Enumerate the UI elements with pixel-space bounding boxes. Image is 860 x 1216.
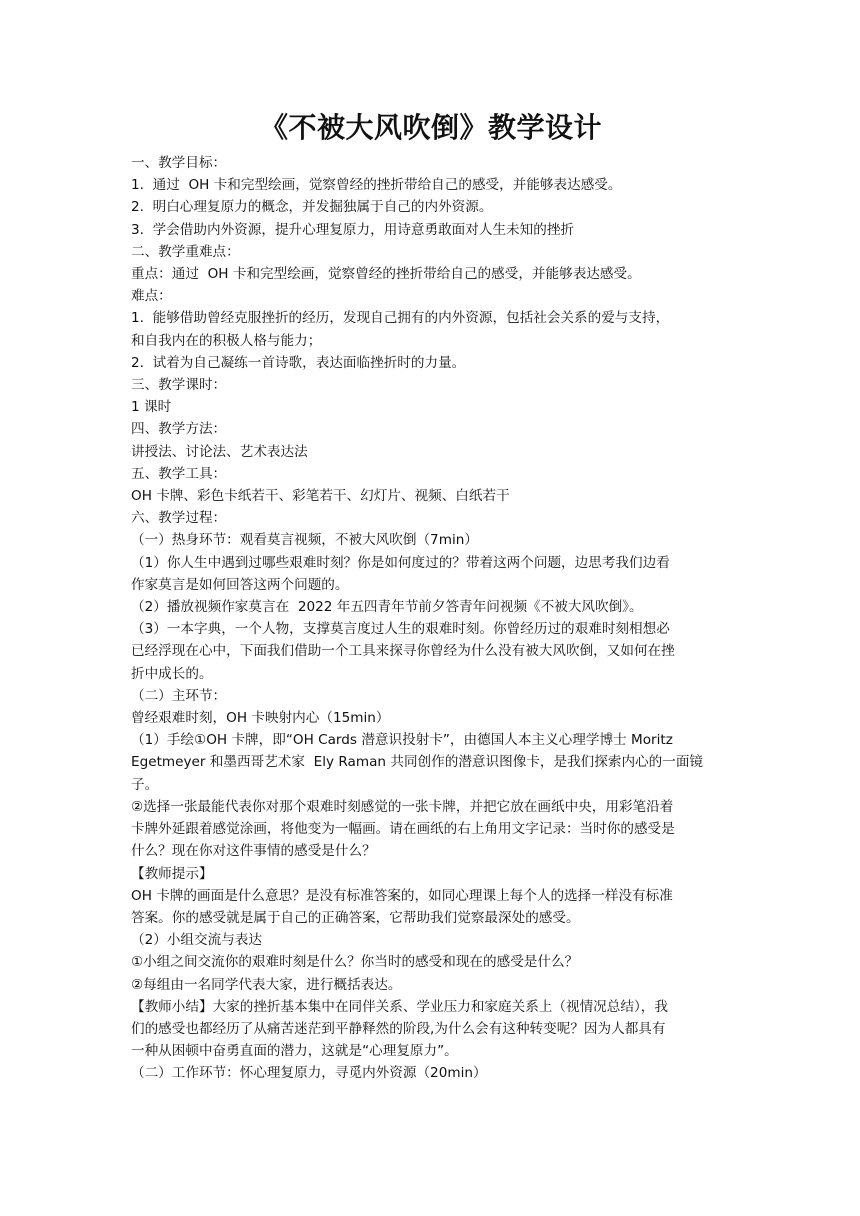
document-line: 一、教学目标： — [131, 155, 227, 171]
document-line: 已经浮现在心中，下面我们借助一个工具来探寻你曾经为什么没有被大风吹倒，又如何在挫 — [131, 643, 675, 660]
document-line: 讲授法、讨论法、艺术表达法 — [131, 443, 308, 460]
document-line: （一）热身环节：观看莫言视频，不被大风吹倒（7min） — [131, 532, 478, 549]
document-line: 六、教学过程： — [131, 510, 227, 527]
document-page — [131, 108, 731, 1085]
document-line: 卡牌外延跟着感觉涂画，将他变为一幅画。请在画纸的右上角用文字记录：当时你的感受是 — [131, 821, 675, 838]
document-line: 1. 通过 OH 卡和完型绘画，觉察曾经的挫折带给自己的感受，并能够表达感受。 — [131, 177, 622, 194]
document-line: 子。 — [131, 776, 159, 793]
document-line: Egetmeyer 和墨西哥艺术家 Ely Raman 共同创作的潜意识图像卡，是我们探索内心的一面镜 — [131, 754, 704, 771]
document-line: 五、教学工具： — [131, 465, 227, 482]
document-line: 2. 试着为自己凝练一首诗歌，表达面临挫折时的力量。 — [131, 354, 466, 371]
document-line: （2）播放视频作家莫言在 2022 年五四青年节前夕答青年问视频《不被大风吹倒》。 — [131, 599, 643, 616]
document-line: ①小组之间交流你的艰难时刻是什么？你当时的感受和现在的感受是什么？ — [131, 954, 579, 971]
document-line: 二、教学重难点： — [131, 243, 240, 260]
document-line: 折中成长的。 — [131, 665, 213, 682]
document-line: 1 课时 — [131, 399, 172, 416]
document-line: （二）主环节： — [131, 687, 227, 704]
document-line: 3. 学会借助内外资源，提升心理复原力，用诗意勇敢面对人生未知的挫折 — [131, 221, 575, 238]
document-line: （1）你人生中遇到过哪些艰难时刻？你是如何度过的？带着这两个问题，边思考我们边看 — [131, 554, 670, 571]
document-line: 1. 能够借助曾经克服挫折的经历，发现自己拥有的内外资源，包括社会关系的爱与支持， — [131, 310, 670, 327]
document-line: ②每组由一名同学代表大家，进行概括表达。 — [131, 976, 402, 993]
document-line: 什么？现在你对这件事情的感受是什么？ — [131, 843, 376, 860]
document-line: （二）工作环节：怀心理复原力，寻觅内外资源（20min） — [131, 1065, 487, 1082]
document-line: 2. 明白心理复原力的概念，并发掘独属于自己的内外资源。 — [131, 199, 493, 216]
document-line: （2）小组交流与表达 — [131, 932, 262, 949]
document-line: 们的感受也都经历了从痛苦迷茫到平静释然的阶段,为什么会有这种转变呢？因为人都具有 — [131, 1020, 666, 1037]
document-line: 四、教学方法： — [131, 421, 227, 438]
document-line: 三、教学课时： — [131, 377, 227, 394]
document-line: 一种从困顿中奋勇直面的潜力，这就是“心理复原力”。 — [131, 1043, 458, 1060]
document-line: 作家莫言是如何回答这两个问题的。 — [131, 576, 349, 593]
document-line: OH 卡牌的画面是什么意思？是没有标准答案的，如同心理课上每个人的选择一样没有标准 — [131, 887, 673, 904]
document-line: OH 卡牌、彩色卡纸若干、彩笔若干、幻灯片、视频、白纸若干 — [131, 488, 510, 505]
document-line: 和自我内在的积极人格与能力； — [131, 332, 322, 349]
document-line: 难点： — [131, 288, 172, 305]
document-line: 答案。你的感受就是属于自己的正确答案，它帮助我们觉察最深处的感受。 — [131, 909, 580, 926]
document-body — [131, 152, 731, 1085]
document-line: 【教师小结】大家的挫折基本集中在同伴关系、学业压力和家庭关系上（视情况总结），我 — [131, 998, 668, 1015]
document-line: （3）一本字典，一个人物，支撑莫言度过人生的艰难时刻。你曾经历过的艰难时刻相想必 — [131, 621, 670, 638]
document-line: ②选择一张最能代表你对那个艰难时刻感觉的一张卡牌，并把它放在画纸中央，用彩笔沿着 — [131, 798, 674, 815]
document-title: 《不被大风吹倒》教学设计 — [259, 111, 602, 144]
document-line: 曾经艰难时刻，OH 卡映射内心（15min） — [131, 710, 390, 727]
document-line: 重点：通过 OH 卡和完型绘画，觉察曾经的挫折带给自己的感受，并能够表达感受。 — [131, 266, 641, 283]
document-line: （1）手绘①OH 卡牌，即“OH Cards 潜意识投射卡”，由德国人本主义心理学博士 Moritz — [131, 732, 673, 749]
document-line: 【教师提示】 — [131, 865, 213, 882]
